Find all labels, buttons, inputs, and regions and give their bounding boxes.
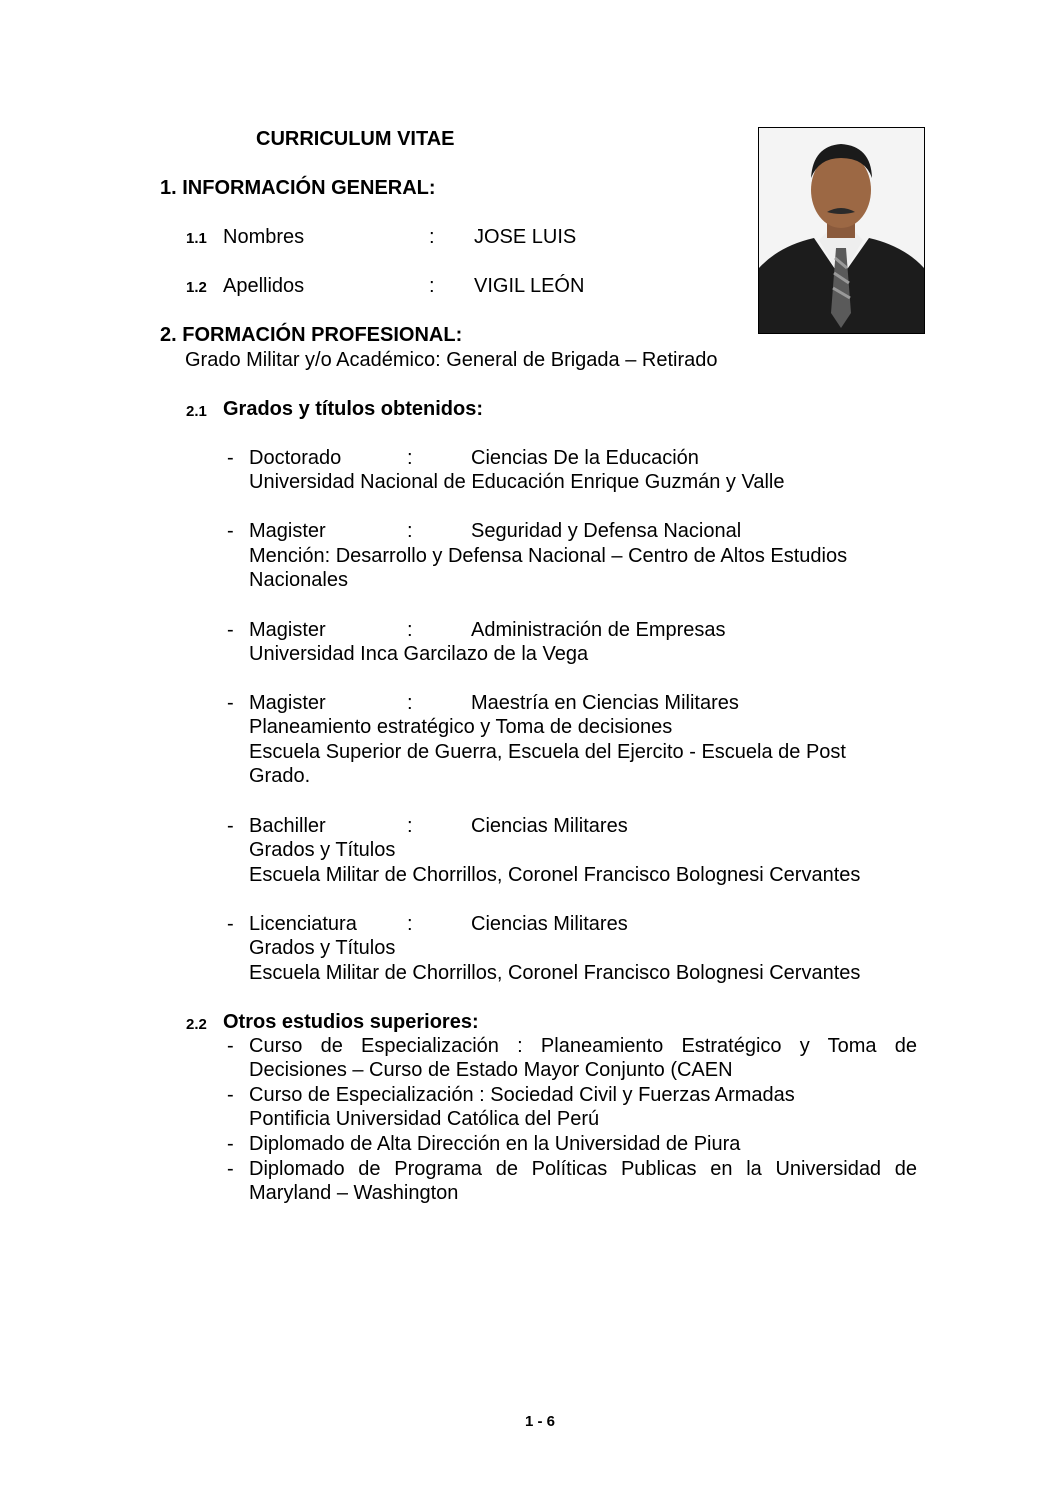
degree-type: Magister bbox=[249, 692, 326, 714]
degree-colon: : bbox=[407, 619, 413, 641]
subsection-heading-other-studies: Otros estudios superiores: bbox=[223, 1011, 479, 1033]
degree-detail-line: Grados y Títulos bbox=[249, 937, 396, 959]
field-number: 1.1 bbox=[186, 230, 207, 247]
field-number: 1.2 bbox=[186, 279, 207, 296]
section-heading-general-info: 1. INFORMACIÓN GENERAL: bbox=[160, 177, 436, 199]
document-title: CURRICULUM VITAE bbox=[256, 128, 455, 150]
field-label-apellidos: Apellidos bbox=[223, 275, 305, 297]
other-study-line: Decisiones – Curso de Estado Mayor Conjunto (CAEN bbox=[249, 1059, 733, 1081]
degree-colon: : bbox=[407, 913, 413, 935]
other-study-line: Curso de Especialización : Planeamiento Estratégico y Toma de bbox=[249, 1035, 917, 1057]
other-study-line: Pontificia Universidad Católica del Perú bbox=[249, 1108, 600, 1130]
subsection-number: 2.1 bbox=[186, 403, 207, 420]
section-heading-professional: 2. FORMACIÓN PROFESIONAL: bbox=[160, 324, 463, 346]
portrait-photo bbox=[758, 127, 925, 334]
subsection-number: 2.2 bbox=[186, 1016, 207, 1033]
list-dash: - bbox=[227, 913, 234, 935]
other-study-line: Diplomado de Programa de Políticas Publicas en la Universidad de bbox=[249, 1158, 917, 1180]
list-dash: - bbox=[227, 692, 234, 714]
subsection-heading-degrees: Grados y títulos obtenidos: bbox=[223, 398, 484, 420]
degree-detail-line: Planeamiento estratégico y Toma de decisiones bbox=[249, 716, 673, 738]
degree-colon: : bbox=[407, 520, 413, 542]
degree-detail-line: Nacionales bbox=[249, 569, 348, 591]
field-colon: : bbox=[429, 275, 435, 297]
other-study-line: Maryland – Washington bbox=[249, 1182, 459, 1204]
field-label-nombres: Nombres bbox=[223, 226, 305, 248]
field-value-nombres: JOSE LUIS bbox=[474, 226, 577, 248]
list-dash: - bbox=[227, 520, 234, 542]
degree-type: Licenciatura bbox=[249, 913, 357, 935]
degree-detail-line: Escuela Militar de Chorrillos, Coronel Francisco Bolognesi Cervantes bbox=[249, 864, 861, 886]
list-dash: - bbox=[227, 1084, 234, 1106]
list-dash: - bbox=[227, 1035, 234, 1057]
degree-colon: : bbox=[407, 692, 413, 714]
degree-field: Seguridad y Defensa Nacional bbox=[471, 520, 742, 542]
degree-detail-line: Grado. bbox=[249, 765, 311, 787]
degree-detail-line: Mención: Desarrollo y Defensa Nacional – Centro de Altos Estudios bbox=[249, 545, 848, 567]
degree-detail-line: Grados y Títulos bbox=[249, 839, 396, 861]
degree-field: Ciencias De la Educación bbox=[471, 447, 699, 469]
list-dash: - bbox=[227, 1158, 234, 1180]
list-dash: - bbox=[227, 815, 234, 837]
degree-detail-line: Escuela Superior de Guerra, Escuela del Ejercito - Escuela de Post bbox=[249, 741, 846, 763]
military-grade-text: Grado Militar y/o Académico: General de Brigada – Retirado bbox=[185, 349, 718, 371]
other-study-line: Diplomado de Alta Dirección en la Universidad de Piura bbox=[249, 1133, 741, 1155]
degree-type: Magister bbox=[249, 520, 326, 542]
list-dash: - bbox=[227, 447, 234, 469]
list-dash: - bbox=[227, 619, 234, 641]
degree-detail-line: Escuela Militar de Chorrillos, Coronel Francisco Bolognesi Cervantes bbox=[249, 962, 861, 984]
field-colon: : bbox=[429, 226, 435, 248]
list-dash: - bbox=[227, 1133, 234, 1155]
degree-detail-line: Universidad Nacional de Educación Enrique Guzmán y Valle bbox=[249, 471, 785, 493]
degree-field: Maestría en Ciencias Militares bbox=[471, 692, 739, 714]
degree-type: Doctorado bbox=[249, 447, 342, 469]
degree-field: Ciencias Militares bbox=[471, 815, 628, 837]
degree-field: Ciencias Militares bbox=[471, 913, 628, 935]
degree-detail-line: Universidad Inca Garcilazo de la Vega bbox=[249, 643, 589, 665]
degree-type: Magister bbox=[249, 619, 326, 641]
degree-field: Administración de Empresas bbox=[471, 619, 726, 641]
field-value-apellidos: VIGIL LEÓN bbox=[474, 275, 585, 297]
page-number: 1 - 6 bbox=[525, 1413, 556, 1430]
other-study-line: Curso de Especialización : Sociedad Civil y Fuerzas Armadas bbox=[249, 1084, 795, 1106]
degree-type: Bachiller bbox=[249, 815, 326, 837]
degree-colon: : bbox=[407, 447, 413, 469]
degree-colon: : bbox=[407, 815, 413, 837]
